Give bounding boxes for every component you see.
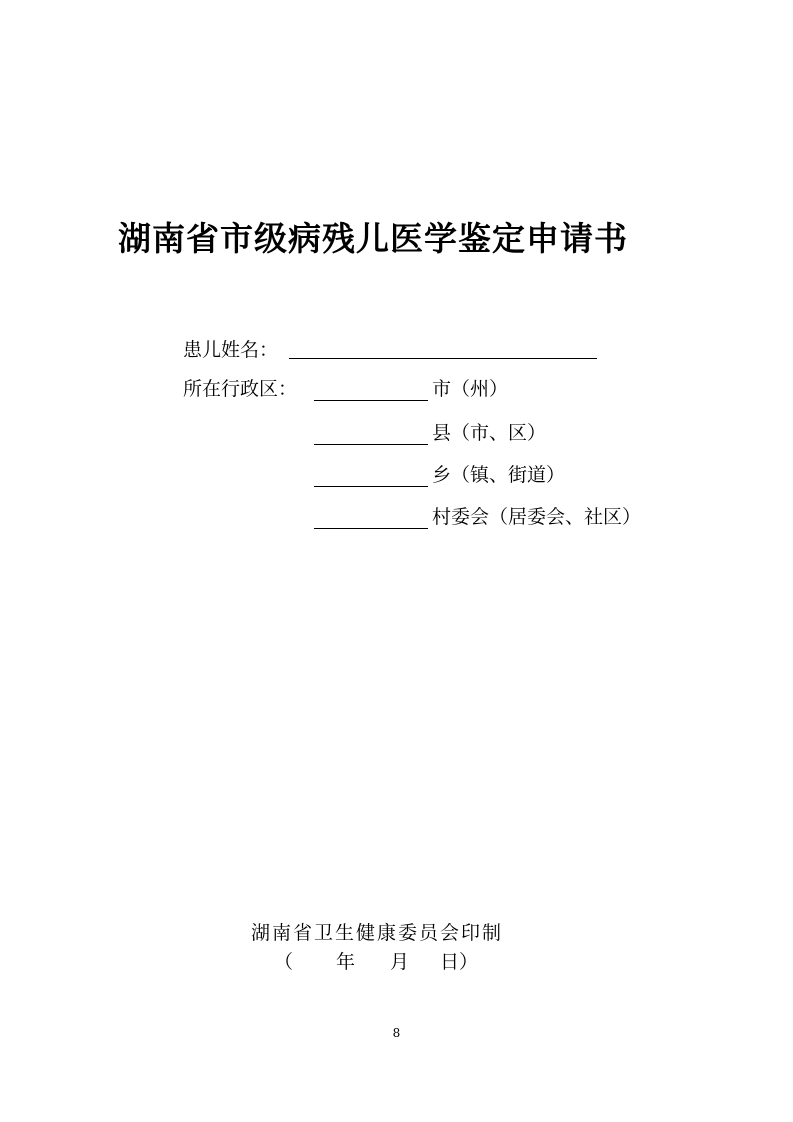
date-year-label: 年 xyxy=(336,951,356,973)
region-city-row xyxy=(183,376,683,402)
region-village-suffix: 村委会（居委会、社区） xyxy=(432,506,642,528)
region-village-field[interactable] xyxy=(314,528,428,529)
region-village-row xyxy=(314,504,734,530)
region-city-suffix: 市（州） xyxy=(432,378,509,400)
region-county-suffix: 县（市、区） xyxy=(432,422,547,444)
region-county-field[interactable] xyxy=(314,444,428,445)
date-month-label: 月 xyxy=(390,951,410,973)
region-county-row xyxy=(314,420,714,446)
region-township-row xyxy=(314,462,714,488)
issuer-text: 湖南省卫生健康委员会印制 xyxy=(251,922,504,944)
document-title: 湖南省市级病残儿医学鉴定申请书 xyxy=(118,219,628,258)
region-city-field[interactable] xyxy=(314,400,428,401)
page-number: 8 xyxy=(392,1026,401,1040)
date-open-paren: （ xyxy=(274,951,294,973)
patient-name-row xyxy=(183,337,623,363)
region-township-field[interactable] xyxy=(314,486,428,487)
patient-name-field[interactable] xyxy=(289,358,597,359)
region-township-suffix: 乡（镇、街道） xyxy=(432,464,566,486)
date-day-label: 日） xyxy=(440,951,479,973)
patient-name-label: 患儿姓名： xyxy=(183,339,279,361)
issue-date xyxy=(274,947,504,973)
region-label: 所在行政区： xyxy=(183,378,298,400)
